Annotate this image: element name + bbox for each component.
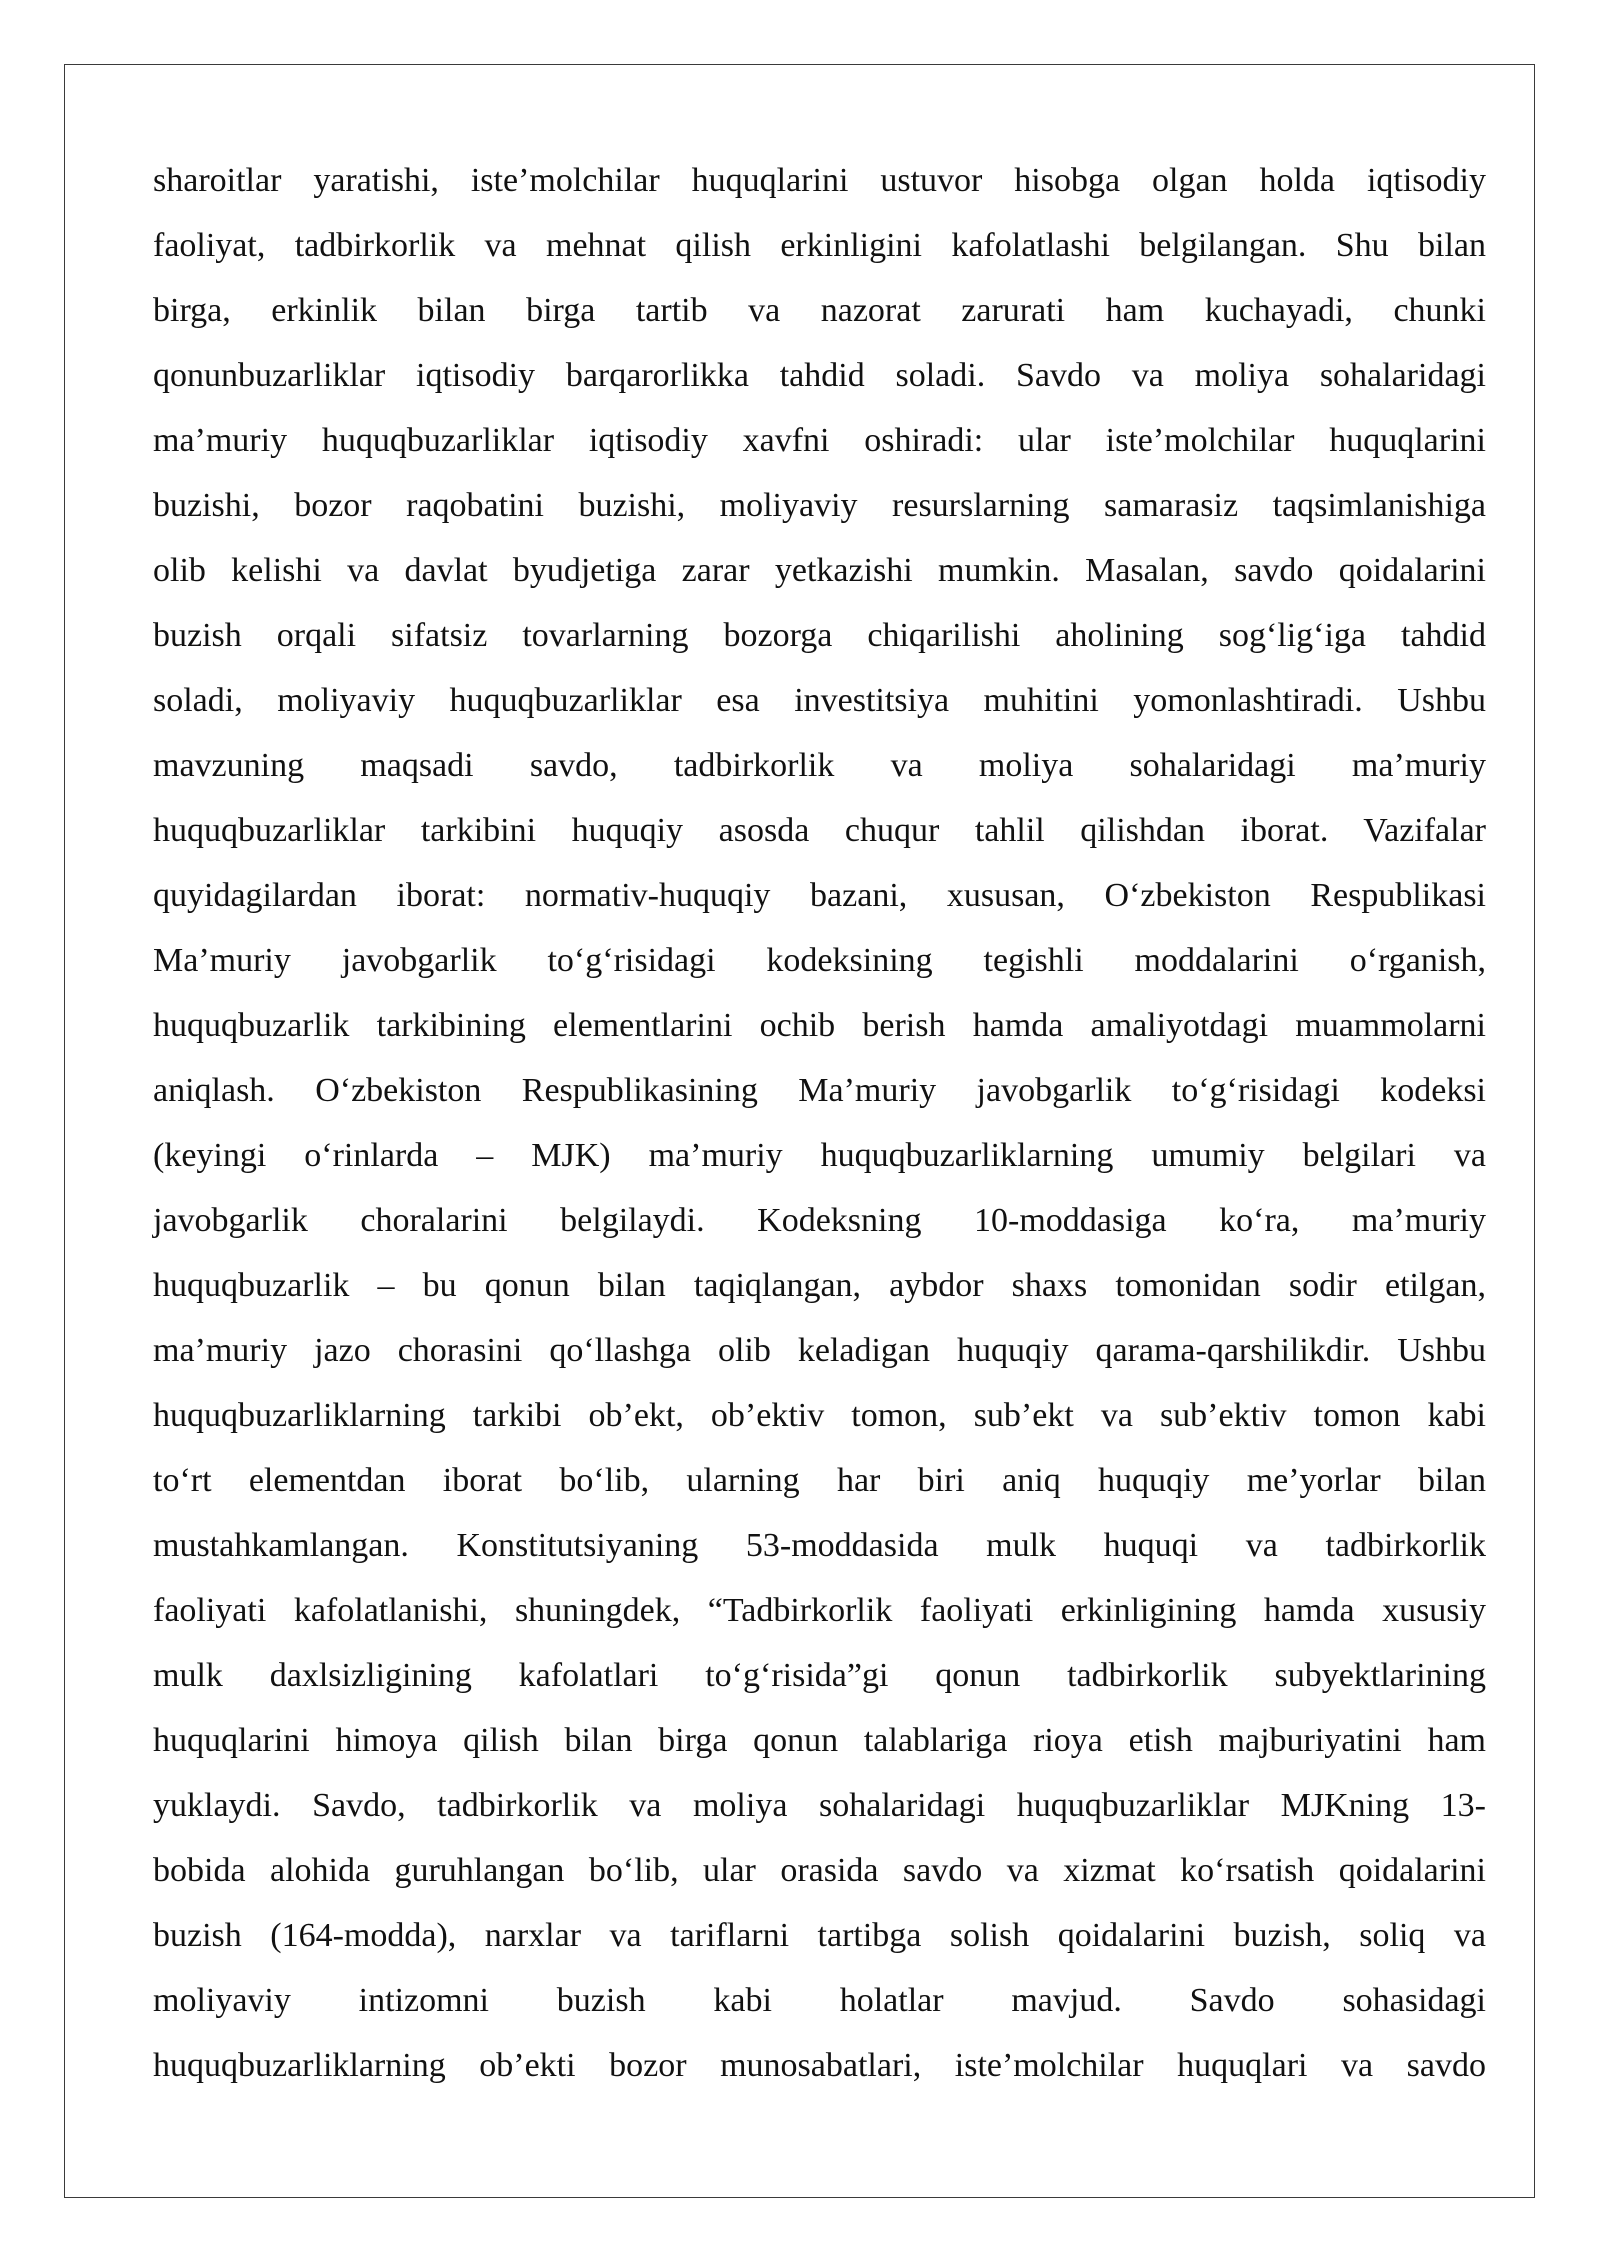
- text-line: huquqbuzarliklarning ob’ekti bozor munosabatlari, iste’molchilar huquqlari va savdo: [153, 2047, 1486, 2084]
- text-line: mavzuning maqsadi savdo, tadbirkorlik va moliya sohalaridagi ma’muriy: [153, 747, 1486, 784]
- text-line: ma’muriy jazo chorasini qo‘llashga olib keladigan huquqiy qarama-qarshilikdir. Ushbu: [153, 1332, 1486, 1369]
- text-line: to‘rt elementdan iborat bo‘lib, ularning har biri aniq huquqiy me’yorlar bilan: [153, 1462, 1486, 1499]
- text-line: quyidagilardan iborat: normativ-huquqiy bazani, xususan, O‘zbekiston Respublikasi: [153, 877, 1486, 914]
- text-line: huquqbuzarlik – bu qonun bilan taqiqlangan, aybdor shaxs tomonidan sodir etilgan,: [153, 1267, 1486, 1304]
- text-line: qonunbuzarliklar iqtisodiy barqarorlikka tahdid soladi. Savdo va moliya sohalaridagi: [153, 357, 1486, 394]
- text-line: Ma’muriy javobgarlik to‘g‘risidagi kodeksining tegishli moddalarini o‘rganish,: [153, 942, 1486, 979]
- text-line: sharoitlar yaratishi, iste’molchilar huquqlarini ustuvor hisobga olgan holda iqtisodiy: [153, 162, 1486, 199]
- text-line: bobida alohida guruhlangan bo‘lib, ular orasida savdo va xizmat ko‘rsatish qoidalarini: [153, 1852, 1486, 1889]
- text-line: faoliyat, tadbirkorlik va mehnat qilish erkinligini kafolatlashi belgilangan. Shu bilan: [153, 227, 1486, 264]
- text-line: aniqlash. O‘zbekiston Respublikasining Ma’muriy javobgarlik to‘g‘risidagi kodeksi: [153, 1072, 1486, 1109]
- text-line: javobgarlik choralarini belgilaydi. Kodeksning 10-moddasiga ko‘ra, ma’muriy: [153, 1202, 1486, 1239]
- text-line: huquqlarini himoya qilish bilan birga qonun talablariga rioya etish majburiyatini ham: [153, 1722, 1486, 1759]
- text-line: ma’muriy huquqbuzarliklar iqtisodiy xavfni oshiradi: ular iste’molchilar huquqlarini: [153, 422, 1486, 459]
- text-line: moliyaviy intizomni buzish kabi holatlar mavjud. Savdo sohasidagi: [153, 1982, 1486, 2019]
- text-line: buzishi, bozor raqobatini buzishi, moliyaviy resurslarning samarasiz taqsimlanishiga: [153, 487, 1486, 524]
- text-line: soladi, moliyaviy huquqbuzarliklar esa investitsiya muhitini yomonlashtiradi. Ushbu: [153, 682, 1486, 719]
- text-line: (keyingi o‘rinlarda – MJK) ma’muriy huquqbuzarliklarning umumiy belgilari va: [153, 1137, 1486, 1174]
- text-line: yuklaydi. Savdo, tadbirkorlik va moliya sohalaridagi huquqbuzarliklar MJKning 13-: [153, 1787, 1486, 1824]
- text-line: mulk daxlsizligining kafolatlari to‘g‘risida”gi qonun tadbirkorlik subyektlarining: [153, 1657, 1486, 1694]
- text-line: buzish (164-modda), narxlar va tariflarni tartibga solish qoidalarini buzish, soliq va: [153, 1917, 1486, 1954]
- text-line: huquqbuzarlik tarkibining elementlarini ochib berish hamda amaliyotdagi muammolarni: [153, 1007, 1486, 1044]
- text-line: birga, erkinlik bilan birga tartib va nazorat zarurati ham kuchayadi, chunki: [153, 292, 1486, 329]
- text-line: huquqbuzarliklarning tarkibi ob’ekt, ob’ektiv tomon, sub’ekt va sub’ektiv tomon kabi: [153, 1397, 1486, 1434]
- text-line: buzish orqali sifatsiz tovarlarning bozorga chiqarilishi aholining sog‘lig‘iga tahdid: [153, 617, 1486, 654]
- body-text: [153, 148, 1486, 2098]
- text-line: olib kelishi va davlat byudjetiga zarar yetkazishi mumkin. Masalan, savdo qoidalarini: [153, 552, 1486, 589]
- text-line: mustahkamlangan. Konstitutsiyaning 53-moddasida mulk huquqi va tadbirkorlik: [153, 1527, 1486, 1564]
- text-line: faoliyati kafolatlanishi, shuningdek, “Tadbirkorlik faoliyati erkinligining hamda xususiy: [153, 1592, 1486, 1629]
- text-line: huquqbuzarliklar tarkibini huquqiy asosda chuqur tahlil qilishdan iborat. Vazifalar: [153, 812, 1486, 849]
